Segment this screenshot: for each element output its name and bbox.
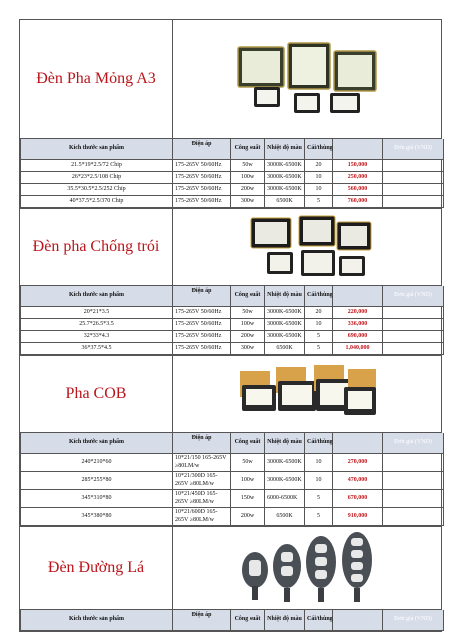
cell-blank [383,196,444,208]
cell-qty: 5 [305,490,333,508]
cell-temp: 6000-6500K [265,490,305,508]
section-den-duong-la [19,526,442,632]
cell-power: 50w [231,160,265,172]
header-power: Công suất [231,286,265,307]
street-light-head-icon [237,530,377,606]
header-size: Kích thước sản phẩm [21,610,173,631]
header-qty: Cái/thùng [305,610,333,631]
cell-voltage: 175-265V 50/60Hz [173,196,231,208]
cell-blank [383,508,444,526]
price-table [20,286,444,355]
header-qty: Cái/thùng [305,286,333,307]
cell-size: 240*210*60 [21,454,173,472]
cell-blank [383,331,444,343]
header-qty: Cái/thùng [305,433,333,454]
cell-size: 21.5*19*2.5/72 Chip [21,160,173,172]
cell-power: 100w [231,319,265,331]
header-size: Kích thước sản phẩm [21,286,173,307]
cell-price: 220,000 [333,307,383,319]
table-row [21,184,444,196]
cell-blank [383,343,444,355]
cell-qty: 10 [305,472,333,490]
cell-price: 760,000 [333,196,383,208]
cell-size: 35.5*30.5*2.5/252 Chip [21,184,173,196]
header-voltage: Điện áp [173,433,231,454]
section-title: Pha COB [65,385,127,402]
cob-flood-light-icon [232,361,382,427]
cell-voltage: 10*21/450D 165-265V ≥80LM/w [173,490,231,508]
cell-price: 470,000 [333,472,383,490]
cell-temp: 3000K-6500K [265,331,305,343]
flood-light-panel-icon [237,214,377,280]
cell-price: 910,000 [333,508,383,526]
cell-size: 36*37.5*4.5 [21,343,173,355]
header-color-temp: Nhiệt độ màu [265,610,305,631]
cell-size: 32*33*4.3 [21,331,173,343]
table-header-row [21,610,444,631]
header-voltage: Điện áp [173,610,231,631]
cell-temp: 3000K-6500K [265,319,305,331]
cell-price: 250,000 [333,172,383,184]
table-row [21,307,444,319]
header-voltage: Điện áp [173,286,231,307]
cell-temp: 6500K [265,343,305,355]
product-image [173,209,441,285]
cell-size: 285*255*80 [21,472,173,490]
cell-temp: 3000K-6500K [265,472,305,490]
header-color-temp: Nhiệt độ màu [265,139,305,160]
cell-power: 100w [231,172,265,184]
header-color-temp: Nhiệt độ màu [265,433,305,454]
flood-light-panel-icon [232,41,382,117]
table-row [21,454,444,472]
table-row [21,319,444,331]
header-blank [333,286,383,307]
cell-power: 300w [231,196,265,208]
table-row [21,196,444,208]
cell-blank [383,160,444,172]
header-size: Kích thước sản phẩm [21,139,173,160]
header-price: Đơn giá (VND) [383,433,444,454]
cell-blank [383,307,444,319]
cell-size: 25.7*26.5*3.5 [21,319,173,331]
header-color-temp: Nhiệt độ màu [265,286,305,307]
section-pha-cob [19,355,442,526]
header-voltage: Điện áp [173,139,231,160]
cell-size: 26*23*2.5/108 Chip [21,172,173,184]
cell-price: 270,000 [333,454,383,472]
cell-power: 100w [231,472,265,490]
cell-power: 200w [231,184,265,196]
cell-size: 345*310*80 [21,490,173,508]
section-title: Đèn Đường Lá [47,559,145,576]
header-price: Đơn giá (VND) [383,286,444,307]
header-qty: Cái/thùng [305,139,333,160]
cell-qty: 10 [305,172,333,184]
cell-power: 150w [231,490,265,508]
header-blank [333,139,383,160]
cell-blank [383,454,444,472]
cell-power: 200w [231,331,265,343]
table-header-row [21,433,444,454]
header-size: Kích thước sản phẩm [21,433,173,454]
cell-power: 200w [231,508,265,526]
header-blank [333,433,383,454]
cell-price: 560,000 [333,184,383,196]
price-sheet [19,19,442,632]
table-header-row [21,139,444,160]
price-table [20,433,444,526]
table-row [21,160,444,172]
cell-voltage: 175-265V 50/60Hz [173,172,231,184]
section-title: Đèn Pha Mỏng A3 [36,70,156,87]
cell-qty: 5 [305,196,333,208]
header-power: Công suất [231,433,265,454]
header-price: Đơn giá (VND) [383,610,444,631]
cell-power: 300w [231,343,265,355]
cell-price: 1,040,000 [333,343,383,355]
cell-size: 345*380*80 [21,508,173,526]
cell-temp: 3000K-6500K [265,160,305,172]
cell-qty: 5 [305,331,333,343]
table-row [21,343,444,355]
cell-qty: 10 [305,454,333,472]
cell-temp: 3000K-6500K [265,172,305,184]
cell-blank [383,319,444,331]
price-table [20,139,444,208]
cell-price: 690,000 [333,331,383,343]
cell-voltage: 10*21/150 165-265V ≥80LM/w [173,454,231,472]
cell-qty: 10 [305,319,333,331]
cell-voltage: 10*21/600D 165-265V ≥80LM/w [173,508,231,526]
cell-size: 20*21*3.5 [21,307,173,319]
cell-voltage: 175-265V 50/60Hz [173,343,231,355]
section-title: Đèn pha Chống trói [32,238,160,255]
header-price: Đơn giá (VND) [383,139,444,160]
header-power: Công suất [231,139,265,160]
cell-qty: 5 [305,508,333,526]
cell-voltage: 175-265V 50/60Hz [173,307,231,319]
product-image [173,356,441,432]
cell-voltage: 175-265V 50/60Hz [173,160,231,172]
product-image [173,527,441,609]
cell-voltage: 175-265V 50/60Hz [173,319,231,331]
table-row [21,172,444,184]
cell-blank [383,184,444,196]
cell-temp: 3000K-6500K [265,454,305,472]
cell-voltage: 10*21/300D 165-265V ≥80LM/w [173,472,231,490]
table-row [21,490,444,508]
cell-temp: 3000K-6500K [265,307,305,319]
table-header-row [21,286,444,307]
cell-temp: 6500K [265,508,305,526]
cell-power: 50w [231,307,265,319]
cell-blank [383,490,444,508]
cell-qty: 5 [305,343,333,355]
product-image [173,20,441,138]
cell-voltage: 175-265V 50/60Hz [173,331,231,343]
cell-temp: 6500K [265,196,305,208]
table-row [21,508,444,526]
cell-price: 150,000 [333,160,383,172]
cell-blank [383,472,444,490]
cell-voltage: 175-265V 50/60Hz [173,184,231,196]
table-row [21,331,444,343]
cell-qty: 20 [305,307,333,319]
cell-price: 670,000 [333,490,383,508]
section-den-pha-mong-a3 [19,19,442,208]
cell-qty: 20 [305,160,333,172]
header-power: Công suất [231,610,265,631]
cell-blank [383,172,444,184]
header-blank [333,610,383,631]
price-table [20,610,444,631]
cell-size: 40*37.5*2.5/370 Chip [21,196,173,208]
section-den-pha-chong-troi [19,208,442,355]
cell-temp: 3000K-6500K [265,184,305,196]
cell-price: 336,000 [333,319,383,331]
table-row [21,472,444,490]
cell-qty: 10 [305,184,333,196]
cell-power: 50w [231,454,265,472]
